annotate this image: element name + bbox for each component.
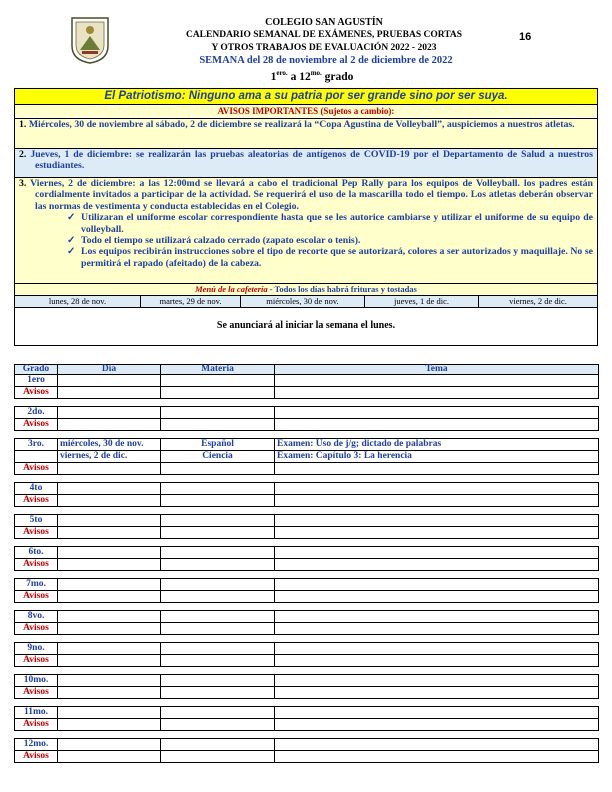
- avisos-row: [15, 655, 599, 667]
- materia-cell: [161, 527, 275, 539]
- header-tema: Tema: [275, 365, 599, 375]
- grade-row: [15, 407, 599, 419]
- spacer-row: [15, 539, 599, 547]
- avisos-label: Avisos: [15, 687, 58, 699]
- dia-cell: [58, 591, 161, 603]
- tema-cell: [275, 407, 599, 419]
- grade-cell: 1ero: [15, 375, 58, 387]
- sub-notice-haircut: ✓ Los equipos recibirán instrucciones sobre el tipo de recorte que se autorizará, colores a ser autorizados y maquillaje. No se permitirá el rapado (afeitado) de la cabeza.: [67, 246, 593, 269]
- notice-2: 2. Jueves, 1 de diciembre: se realizarán las pruebas aleatorias de antígenos de COVID-19 por el Departamento de Salud a nuestros estudiantes.: [15, 148, 597, 177]
- tema-cell: [275, 719, 599, 731]
- tema-cell: [275, 707, 599, 719]
- page-number: 16: [519, 31, 532, 43]
- tema-cell: [275, 591, 599, 603]
- avisos-label: Avisos: [15, 751, 58, 763]
- grade-row: [15, 675, 599, 687]
- materia-cell: [161, 655, 275, 667]
- tema-cell: [275, 495, 599, 507]
- spacer-row: [15, 571, 599, 579]
- materia-cell: [161, 751, 275, 763]
- announcements-box: [14, 88, 598, 346]
- menu-days-row: [15, 295, 597, 307]
- dia-cell: miércoles, 30 de nov.: [58, 439, 161, 451]
- avisos-label: Avisos: [15, 527, 58, 539]
- avisos-row: [15, 559, 599, 571]
- dia-cell: [58, 611, 161, 623]
- menu-day: miércoles, 30 de nov.: [241, 296, 365, 307]
- tema-cell: [275, 611, 599, 623]
- table-header-row: [15, 365, 599, 375]
- tema-cell: [275, 463, 599, 475]
- dia-cell: [58, 515, 161, 527]
- grade-row: [15, 375, 599, 387]
- materia-cell: [161, 483, 275, 495]
- grade-row: [15, 739, 599, 751]
- avisos-label: Avisos: [15, 463, 58, 475]
- grade-cell: 10mo.: [15, 675, 58, 687]
- notice-3: 3. Viernes, 2 de diciembre: a las 12:00md se llevará a cabo el tradicional Pep Rally para los equipos de Volleyball. los padres están cordialmente invitados a participar de la actividad. Se requerirá el uso de la mascarilla todo el tiempo. Los atletas deberán observar las normas de vestimenta y conducta establecidas en el Colegio. ✓ Utilizaran el uniforme escolar correspondiente hasta que se les autorice cambiarse y utilizar el uniforme de su equipo de volleyball. ✓ Todo el tiempo se utilizará calzado cerrado (zapato escolar o tenis). ✓ Los equipos recibirán instrucciones sobre el tipo de recorte que se autorizará, colores a ser autorizados y maquillaje. No se permitirá el rapado (afeitado) de la cabeza.: [15, 177, 597, 283]
- spacer-row: [15, 731, 599, 739]
- avisos-label: Avisos: [15, 559, 58, 571]
- materia-cell: [161, 643, 275, 655]
- menu-note: Se anunciará al iniciar la semana el lunes.: [15, 307, 597, 345]
- materia-cell: [161, 719, 275, 731]
- notice-1: 1. Miércoles, 30 de noviembre al sábado, 2 de diciembre se realizará la “Copa Agustina de Volleyball”, auspiciemos a nuestros atletas.: [15, 118, 597, 148]
- materia-cell: [161, 675, 275, 687]
- header-materia: Materia: [161, 365, 275, 375]
- dia-cell: [58, 739, 161, 751]
- grade-cell: 12mo.: [15, 739, 58, 751]
- dia-cell: [58, 463, 161, 475]
- spacer-cell: [15, 539, 599, 547]
- grade-row: [15, 439, 599, 451]
- avisos-label: Avisos: [15, 655, 58, 667]
- checkmark-icon: ✓: [67, 212, 76, 224]
- dia-cell: [58, 655, 161, 667]
- sub-notice-uniform: ✓ Utilizaran el uniforme escolar correspondiente hasta que se les autorice cambiarse y utilizar el uniforme de su equipo de volleyball.: [67, 212, 593, 235]
- materia-cell: [161, 495, 275, 507]
- avisos-label: Avisos: [15, 495, 58, 507]
- spacer-row: [15, 431, 599, 439]
- evaluation-schedule-table: [14, 364, 599, 763]
- grade-cell: 4to: [15, 483, 58, 495]
- avisos-row: [15, 591, 599, 603]
- grade-cell: 11mo.: [15, 707, 58, 719]
- tema-cell: [275, 623, 599, 635]
- materia-cell: [161, 739, 275, 751]
- materia-cell: [161, 707, 275, 719]
- school-name: COLEGIO SAN AGUSTÍN: [265, 17, 383, 28]
- materia-cell: [161, 419, 275, 431]
- checkmark-icon: ✓: [67, 235, 76, 247]
- checkmark-icon: ✓: [67, 246, 76, 258]
- dia-cell: [58, 707, 161, 719]
- tema-cell: [275, 515, 599, 527]
- dia-cell: [58, 375, 161, 387]
- spacer-cell: [15, 399, 599, 407]
- grade-row: [15, 707, 599, 719]
- dia-cell: [58, 675, 161, 687]
- dia-cell: [58, 559, 161, 571]
- spacer-cell: [15, 699, 599, 707]
- spacer-cell: [15, 635, 599, 643]
- spacer-cell: [15, 507, 599, 515]
- avisos-row: [15, 527, 599, 539]
- dia-cell: [58, 719, 161, 731]
- spacer-cell: [15, 731, 599, 739]
- tema-cell: [275, 579, 599, 591]
- materia-cell: [161, 547, 275, 559]
- materia-cell: [161, 407, 275, 419]
- avisos-row: [15, 387, 599, 399]
- grade-cell: 7mo.: [15, 579, 58, 591]
- grade-row: [15, 547, 599, 559]
- avisos-label: Avisos: [15, 623, 58, 635]
- avisos-title: AVISOS IMPORTANTES (Sujetos a cambio):: [15, 105, 597, 117]
- avisos-row: [15, 751, 599, 763]
- materia-cell: [161, 579, 275, 591]
- avisos-label: Avisos: [15, 387, 58, 399]
- header-dia: Día: [58, 365, 161, 375]
- dia-cell: [58, 483, 161, 495]
- dia-cell: [58, 419, 161, 431]
- grade-cell: 9no.: [15, 643, 58, 655]
- tema-cell: [275, 375, 599, 387]
- spacer-row: [15, 699, 599, 707]
- dia-cell: [58, 547, 161, 559]
- grade-cell-empty: [15, 451, 58, 463]
- avisos-row: [15, 623, 599, 635]
- calendar-title-line2: Y OTROS TRABAJOS DE EVALUACIÓN 2022 - 2023: [211, 43, 437, 53]
- grade-cell: 8vo.: [15, 611, 58, 623]
- dia-cell: [58, 643, 161, 655]
- header-grado: Grado: [15, 365, 58, 375]
- tema-cell: Examen: Uso de j/g; dictado de palabras: [275, 439, 599, 451]
- grade-row: [15, 483, 599, 495]
- spacer-row: [15, 603, 599, 611]
- dia-cell: [58, 579, 161, 591]
- dia-cell: [58, 387, 161, 399]
- avisos-row: [15, 495, 599, 507]
- spacer-cell: [15, 667, 599, 675]
- avisos-row: [15, 419, 599, 431]
- tema-cell: [275, 547, 599, 559]
- spacer-row: [15, 507, 599, 515]
- dia-cell: [58, 495, 161, 507]
- grade-cell: 5to: [15, 515, 58, 527]
- avisos-label: Avisos: [15, 719, 58, 731]
- motto-banner: El Patriotismo: Ninguno ama a su patria por ser grande sino por ser suya.: [15, 89, 597, 105]
- tema-cell: [275, 655, 599, 667]
- cafeteria-menu-title: Menú de la cafetería - Todos los días habrá frituras y tostadas: [15, 283, 597, 295]
- week-range: SEMANA del 28 de noviembre al 2 de diciembre de 2022: [199, 55, 453, 66]
- grade-cell: 2do.: [15, 407, 58, 419]
- grade-row: [15, 643, 599, 655]
- spacer-row: [15, 475, 599, 483]
- spacer-cell: [15, 475, 599, 483]
- materia-cell: [161, 559, 275, 571]
- tema-cell: [275, 687, 599, 699]
- grade-row: [15, 515, 599, 527]
- tema-cell: Examen: Capítulo 3: La herencia: [275, 451, 599, 463]
- tema-cell: [275, 559, 599, 571]
- tema-cell: [275, 739, 599, 751]
- sub-notice-shoes: ✓ Todo el tiempo se utilizará calzado cerrado (zapato escolar o tenis).: [67, 235, 361, 247]
- avisos-label: Avisos: [15, 419, 58, 431]
- tema-cell: [275, 643, 599, 655]
- tema-cell: [275, 675, 599, 687]
- grade-row: [15, 611, 599, 623]
- dia-cell: [58, 407, 161, 419]
- materia-cell: [161, 515, 275, 527]
- materia-cell: [161, 463, 275, 475]
- materia-cell: [161, 687, 275, 699]
- tema-cell: [275, 419, 599, 431]
- materia-cell: [161, 623, 275, 635]
- spacer-cell: [15, 571, 599, 579]
- menu-day: jueves, 1 de dic.: [365, 296, 479, 307]
- spacer-row: [15, 399, 599, 407]
- materia-cell: [161, 387, 275, 399]
- grade-row: [15, 579, 599, 591]
- dia-cell: [58, 623, 161, 635]
- materia-cell: Español: [161, 439, 275, 451]
- avisos-row: [15, 451, 599, 463]
- grade-cell: 6to.: [15, 547, 58, 559]
- menu-day: martes, 29 de nov.: [141, 296, 241, 307]
- avisos-label: Avisos: [15, 591, 58, 603]
- menu-day: lunes, 28 de nov.: [15, 296, 141, 307]
- dia-cell: [58, 527, 161, 539]
- spacer-cell: [15, 431, 599, 439]
- grade-cell: 3ro.: [15, 439, 58, 451]
- materia-cell: [161, 591, 275, 603]
- spacer-row: [15, 635, 599, 643]
- avisos-row: [15, 719, 599, 731]
- dia-cell: viernes, 2 de dic.: [58, 451, 161, 463]
- tema-cell: [275, 483, 599, 495]
- tema-cell: [275, 751, 599, 763]
- menu-day: viernes, 2 de dic.: [509, 296, 567, 306]
- materia-cell: Ciencia: [161, 451, 275, 463]
- materia-cell: [161, 375, 275, 387]
- avisos-row: [15, 463, 599, 475]
- spacer-row: [15, 667, 599, 675]
- tema-cell: [275, 387, 599, 399]
- materia-cell: [161, 611, 275, 623]
- tema-cell: [275, 527, 599, 539]
- dia-cell: [58, 751, 161, 763]
- spacer-cell: [15, 603, 599, 611]
- grade-range: $1^{ero.}$ a $12^{mo.}$ grado: [270, 69, 354, 83]
- avisos-row: [15, 687, 599, 699]
- dia-cell: [58, 687, 161, 699]
- calendar-title-line1: CALENDARIO SEMANAL DE EXÁMENES, PRUEBAS CORTAS: [185, 30, 463, 40]
